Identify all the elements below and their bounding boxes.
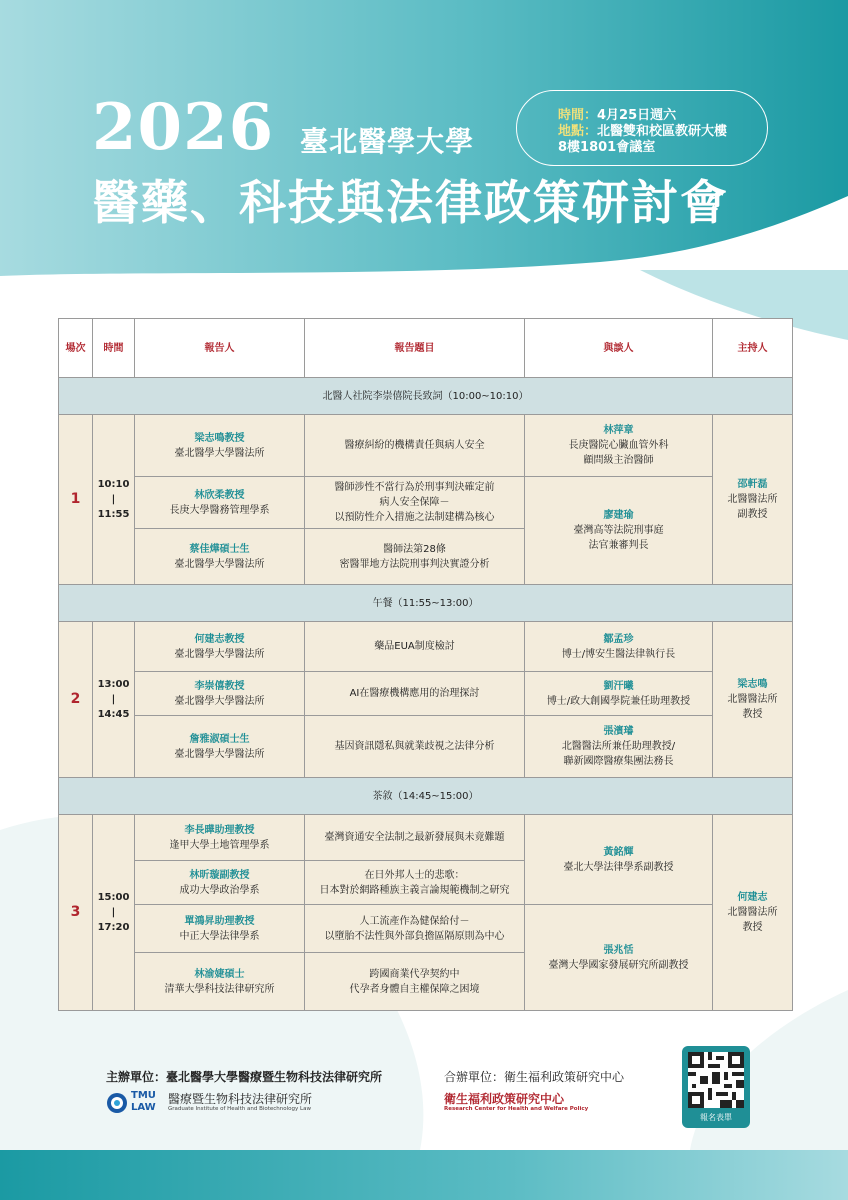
speaker-cell (135, 716, 305, 778)
discussant-org: 臺灣大學國家發展研究所副教授 (548, 959, 689, 971)
discussant-cell (525, 905, 713, 1011)
speaker-cell (135, 622, 305, 672)
topic-line: 以墮胎不法性與外部負擔區隔原則為中心 (324, 930, 505, 942)
discussant-org: 聯新國際醫療集團法務長 (563, 756, 674, 767)
title-university: 臺北醫學大學 (300, 125, 475, 158)
footer-band (0, 1150, 848, 1200)
co-logo-en: Research Center for Health and Welfare Policy (444, 1106, 589, 1112)
discussant-cell (525, 477, 713, 585)
discussant-name: 林萍章 (603, 425, 634, 436)
co-organizer-text: 合辦單位：衛生福利政策研究中心 (444, 1070, 625, 1084)
host-name: 何建志 (737, 892, 768, 903)
speaker-org: 中正大學法律學系 (179, 930, 260, 942)
host-title: 教授 (742, 922, 763, 933)
table-row (59, 672, 793, 716)
organizer-logo-en: Graduate Institute of Health and Biotechnology Law (168, 1106, 311, 1112)
discussant-name: 黃銘輝 (603, 846, 634, 858)
time-label: 時間： (558, 108, 598, 123)
info-place (558, 124, 727, 140)
schedule-table (58, 318, 793, 1011)
speaker-name: 林渝婕碩士 (194, 968, 245, 980)
speaker-cell (135, 477, 305, 529)
table-row (59, 622, 793, 672)
topic-cell (305, 529, 525, 585)
topic-cell: 藥品EUA制度檢討 (305, 622, 525, 672)
topic-cell: 臺灣資通安全法制之最新發展與未竟難題 (305, 815, 525, 861)
logo-law: LAW (131, 1102, 156, 1113)
speaker-cell (135, 529, 305, 585)
time-start: 15:00 (97, 892, 130, 903)
discussant-org: 臺北大學法律學系副教授 (563, 861, 674, 873)
discussant-org: 長庚醫院心臟血管外科 (568, 440, 669, 451)
speaker-org: 臺北醫學大學醫法所 (174, 648, 265, 660)
host-cell (713, 622, 793, 778)
topic-line: 密醫罪地方法院刑事判決實證分析 (339, 558, 490, 570)
host-org: 北醫醫法所 (727, 907, 778, 918)
title-main: 醫藥、科技與法律政策研討會 (92, 176, 729, 231)
topic-line: 跨國商業代孕契約中 (369, 968, 460, 980)
host-title: 副教授 (737, 509, 768, 520)
host-org: 北醫醫法所 (727, 694, 778, 705)
discussant-org: 北醫醫法所兼任助理教授/ (561, 741, 676, 752)
logo-tmu: TMU (131, 1090, 156, 1101)
discussant-name: 張兆恬 (603, 944, 634, 956)
table-row (59, 477, 793, 529)
host-cell (713, 415, 793, 585)
section-lunch (59, 585, 793, 622)
topic-cell (305, 905, 525, 953)
speaker-org: 臺北醫學大學醫法所 (174, 558, 265, 570)
session-time (93, 815, 135, 1011)
title-year: 2026 (92, 90, 275, 165)
session-number: 1 (59, 415, 93, 585)
discussant-name: 張濱璿 (603, 726, 634, 737)
header-time: 時間 (93, 319, 135, 378)
topic-cell: 醫療糾紛的機構責任與病人安全 (305, 415, 525, 477)
speaker-name: 李長曄助理教授 (184, 824, 255, 836)
tea-text: 茶敘（14:45~15:00） (59, 778, 793, 815)
discussant-cell (525, 672, 713, 716)
topic-line: 代孕者身體自主權保障之困境 (349, 983, 480, 995)
discussant-cell (525, 716, 713, 778)
discussant-cell (525, 415, 713, 477)
header-host: 主持人 (713, 319, 793, 378)
place-label: 地點： (558, 124, 598, 139)
topic-line: 人工流產作為健保給付－ (359, 915, 470, 927)
time-end: 14:45 (97, 709, 130, 720)
speaker-cell (135, 415, 305, 477)
host-name: 梁志鳴 (737, 679, 768, 690)
speaker-name: 李崇僖教授 (194, 680, 245, 692)
topic-cell (305, 861, 525, 905)
session-number: 3 (59, 815, 93, 1011)
registration-qr[interactable] (682, 1046, 750, 1128)
speaker-org: 臺北醫學大學醫法所 (174, 748, 265, 760)
header-session: 場次 (59, 319, 93, 378)
speaker-cell (135, 905, 305, 953)
session-time (93, 415, 135, 585)
topic-cell: 基因資訊隱私與就業歧視之法律分析 (305, 716, 525, 778)
qr-code-icon (688, 1052, 744, 1108)
host-name: 邵軒磊 (737, 479, 768, 490)
speaker-name: 梁志鳴教授 (194, 432, 245, 444)
host-cell (713, 815, 793, 1011)
time-dash: | (111, 694, 116, 705)
section-opening (59, 378, 793, 415)
topic-line: 日本對於網路種族主義言論規範機制之研究 (319, 884, 510, 896)
place-value: 北醫雙和校區教研大樓 (597, 124, 728, 139)
speaker-name: 何建志教授 (194, 633, 245, 645)
discussant-org: 顧問級主治醫師 (583, 455, 654, 466)
co-logo-zh: 衛生福利政策研究中心 (444, 1092, 565, 1106)
time-value: 4月25日週六 (597, 108, 677, 123)
time-start: 10:10 (97, 479, 130, 490)
time-end: 11:55 (97, 509, 130, 520)
speaker-name: 林昕璇副教授 (189, 869, 250, 881)
table-header-row (59, 319, 793, 378)
topic-line: 醫師涉性不當行為於刑事判決確定前 (334, 482, 495, 493)
organizer-logo-zh: 醫療暨生物科技法律研究所 (168, 1092, 313, 1106)
header-speaker: 報告人 (135, 319, 305, 378)
topic-line: 在日外邦人士的悲歌： (364, 869, 465, 881)
header-discussant: 與談人 (525, 319, 713, 378)
discussant-cell (525, 815, 713, 905)
host-org: 北醫醫法所 (727, 494, 778, 505)
speaker-name: 林欣柔教授 (194, 489, 245, 501)
speaker-cell (135, 815, 305, 861)
speaker-org: 成功大學政治學系 (179, 884, 260, 896)
topic-cell: AI在醫療機構應用的治理探討 (305, 672, 525, 716)
discussant-name: 鄒孟珍 (603, 633, 634, 645)
organizer-text: 主辦單位：臺北醫學大學醫療暨生物科技法律研究所 (106, 1070, 383, 1084)
session-time (93, 622, 135, 778)
section-tea (59, 778, 793, 815)
speaker-org: 逢甲大學土地管理學系 (169, 839, 270, 851)
lunch-text: 午餐（11:55~13:00） (59, 585, 793, 622)
discussant-name: 劉汗曦 (603, 680, 634, 692)
table-row (59, 415, 793, 477)
discussant-org: 博士/政大創國學院兼任助理教授 (546, 695, 691, 707)
speaker-cell (135, 953, 305, 1011)
info-time (558, 108, 676, 124)
table-row (59, 815, 793, 861)
speaker-cell (135, 672, 305, 716)
topic-line: 醫師法第28條 (383, 543, 446, 555)
info-place-2: 8樓1801會議室 (558, 140, 656, 155)
discussant-name: 廖建瑜 (603, 510, 634, 521)
topic-cell (305, 953, 525, 1011)
speaker-name: 蔡佳燁碩士生 (189, 543, 250, 555)
speaker-cell (135, 861, 305, 905)
speaker-org: 清華大學科技法律研究所 (164, 983, 275, 995)
discussant-org: 臺灣高等法院刑事庭 (573, 525, 664, 536)
session-number: 2 (59, 622, 93, 778)
topic-line: 以預防性介入措施之法制建構為核心 (334, 512, 495, 523)
speaker-name: 單鴻昇助理教授 (184, 915, 255, 927)
speaker-name: 詹雅淑碩士生 (189, 733, 250, 745)
qr-label: 報名表單 (700, 1113, 732, 1122)
discussant-cell (525, 622, 713, 672)
speaker-org: 長庚大學醫務管理學系 (169, 504, 270, 516)
speaker-org: 臺北醫學大學醫法所 (174, 695, 265, 707)
topic-cell (305, 477, 525, 529)
time-end: 17:20 (97, 922, 130, 933)
speaker-org: 臺北醫學大學醫法所 (174, 447, 265, 459)
host-title: 教授 (742, 709, 763, 720)
tmu-law-logo (106, 1090, 166, 1116)
discussant-org: 博士/博安生醫法律執行長 (561, 648, 676, 660)
header-topic: 報告題目 (305, 319, 525, 378)
time-start: 13:00 (97, 679, 130, 690)
time-dash: | (111, 907, 116, 918)
topic-line: 病人安全保障－ (379, 497, 450, 508)
discussant-org: 法官兼審判長 (588, 540, 649, 551)
opening-text: 北醫人社院李崇僖院長致詞（10:00~10:10） (59, 378, 793, 415)
table-row (59, 905, 793, 953)
time-dash: | (111, 494, 116, 505)
table-row (59, 716, 793, 778)
